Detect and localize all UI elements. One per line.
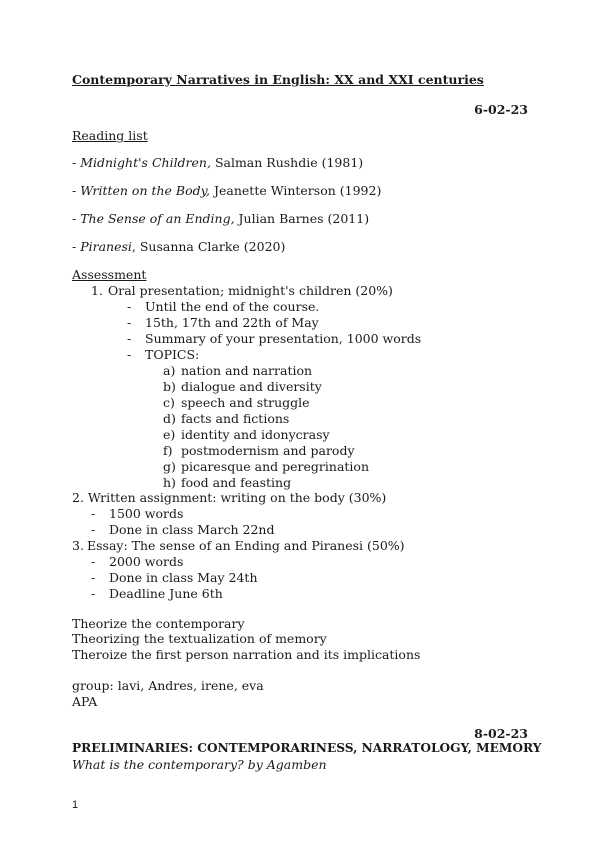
bullet-dash: - [91,554,96,569]
note-line: Theorize the contemporary [72,616,245,631]
topic-item: facts and fictions [181,411,290,426]
reading-list-item: - Piranesi, Susanna Clarke (2020) [72,239,286,254]
topic-letter: g) [163,459,176,474]
assessment-item-2: 2. Written assignment: writing on the body (30%) [72,490,387,505]
reading-list-item: - Written on the Body, Jeanette Winterson (1992) [72,183,382,198]
topic-letter: f) [163,443,173,458]
topic-letter: d) [163,411,176,426]
assessment-bullet: Until the end of the course. [145,299,320,314]
topic-item: dialogue and diversity [181,379,322,394]
date-heading-2: 8-02-23 [474,726,528,741]
topic-item: picaresque and peregrination [181,459,369,474]
bullet-dash: - [127,331,132,346]
topic-letter: h) [163,475,176,490]
reading-list-item: - The Sense of an Ending, Julian Barnes (2011) [72,211,370,226]
assessment-bullet: Summary of your presentation, 1000 words [145,331,422,346]
bullet-dash: - [91,570,96,585]
assessment-bullet: 2000 words [109,554,184,569]
topic-letter: c) [163,395,175,410]
bullet-dash: - [91,522,96,537]
topic-item: postmodernism and parody [181,443,355,458]
topic-item: speech and struggle [181,395,310,410]
group-line: group: lavi, Andres, irene, eva [72,678,264,693]
bullet-dash: - [127,315,132,330]
note-line: Theorizing the textualization of memory [72,631,327,646]
document-title: Contemporary Narratives in English: XX and XXI centuries [72,72,484,87]
section-heading: PRELIMINARIES: CONTEMPORARINESS, NARRATOLOGY, MEMORY [72,741,542,755]
note-line: Theroize the first person narration and its implications [72,647,421,662]
topic-item: food and feasting [181,475,292,490]
assessment-item-3: Essay: The sense of an Ending and Piranesi (50%) [87,538,405,553]
topic-letter: e) [163,427,176,442]
reading-list-item: - Midnight's Children, Salman Rushdie (1981) [72,155,364,170]
topic-item: nation and narration [181,363,313,378]
bullet-dash: - [127,347,132,362]
assessment-bullet: Done in class May 24th [109,570,258,585]
bullet-dash: - [91,586,96,601]
assessment-item-number: 3. [72,538,84,553]
assessment-bullet: Done in class March 22nd [109,522,275,537]
assessment-bullet: 15th, 17th and 22th of May [145,315,319,330]
bullet-dash: - [127,299,132,314]
topic-letter: a) [163,363,176,378]
date-heading-1: 6-02-23 [474,102,528,117]
reading-list-heading: Reading list [72,128,148,143]
assessment-item-number: 1. [91,283,103,298]
topic-item: identity and idonycrasy [181,427,330,442]
assessment-bullet: Deadline June 6th [109,586,223,601]
page-number: 1 [72,799,79,811]
topic-letter: b) [163,379,176,394]
bullet-dash: - [91,506,96,521]
section-subtitle: What is the contemporary? by Agamben [72,757,327,772]
assessment-bullet: TOPICS: [145,347,200,362]
apa-line: APA [72,694,98,709]
assessment-item-1: Oral presentation; midnight's children (20%) [108,283,393,298]
assessment-heading: Assessment [72,267,147,282]
assessment-bullet: 1500 words [109,506,184,521]
